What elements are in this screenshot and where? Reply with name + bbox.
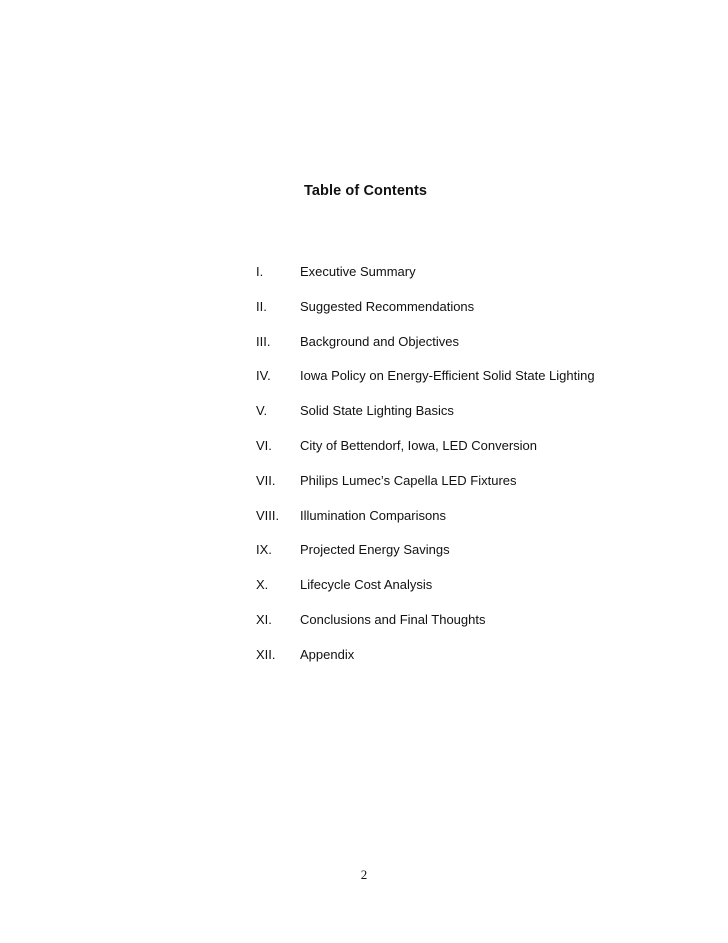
toc-entry-text: Iowa Policy on Energy-Efficient Solid State Lighting: [300, 368, 595, 384]
toc-number: XII.: [256, 646, 276, 662]
toc-item: [256, 332, 676, 367]
toc-item: [256, 610, 676, 645]
toc-number: IX.: [256, 542, 272, 558]
toc-item: [256, 401, 676, 436]
toc-item: [256, 645, 676, 680]
toc-item: [256, 506, 676, 541]
toc-entry-text: Conclusions and Final Thoughts: [300, 611, 486, 627]
toc-entry-text: Lifecycle Cost Analysis: [300, 577, 433, 593]
toc-entry-text: Executive Summary: [300, 264, 416, 279]
toc-item: [256, 262, 676, 297]
toc-number: I.: [256, 264, 264, 279]
toc-number: X.: [256, 577, 269, 593]
toc-number: VII.: [256, 472, 276, 488]
toc-entry-text: Appendix: [300, 646, 355, 662]
toc-entry-text: Projected Energy Savings: [300, 542, 450, 558]
toc-entry-text: Suggested Recommendations: [300, 298, 475, 314]
toc-item: [256, 575, 676, 610]
toc-number: VI.: [256, 437, 272, 453]
toc-number: XI.: [256, 611, 272, 627]
table-of-contents: [256, 262, 676, 680]
toc-number: III.: [256, 333, 271, 349]
toc-item: [256, 540, 676, 575]
toc-entry-text: Background and Objectives: [300, 333, 459, 349]
toc-entry-text: Solid State Lighting Basics: [300, 403, 454, 419]
toc-item: [256, 366, 676, 401]
toc-entry-text: Philips Lumec’s Capella LED Fixtures: [300, 472, 517, 488]
toc-entry-text: City of Bettendorf, Iowa, LED Conversion: [300, 437, 538, 453]
toc-item: [256, 436, 676, 471]
toc-item: [256, 471, 676, 506]
toc-number: VIII.: [256, 507, 280, 523]
toc-item: [256, 297, 676, 332]
toc-number: V.: [256, 403, 268, 419]
toc-number: II.: [256, 298, 267, 314]
page-title: Table of Contents: [304, 183, 428, 199]
toc-number: IV.: [256, 368, 271, 384]
page-number: 2: [360, 867, 368, 882]
toc-entry-text: Illumination Comparisons: [300, 507, 446, 523]
